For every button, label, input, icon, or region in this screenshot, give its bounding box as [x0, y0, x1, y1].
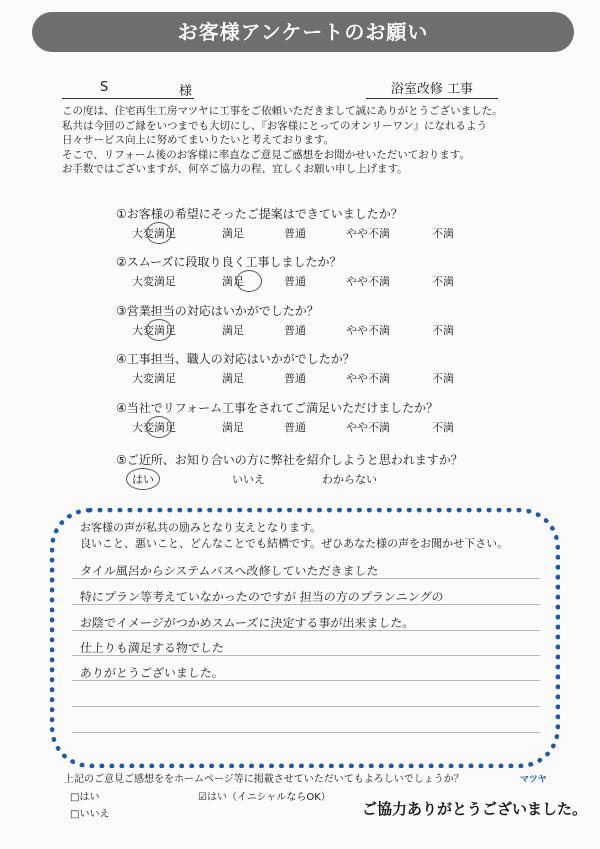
answer-option[interactable]: 大変満足: [132, 227, 176, 240]
comment-handwritten-line: お陰でイメージがつかめスムーズに決定する事が出来ました。: [79, 616, 415, 630]
answer-option[interactable]: 普通: [284, 421, 306, 434]
answer-option[interactable]: 不満: [432, 227, 454, 240]
answer-option[interactable]: やや不満: [346, 324, 390, 337]
intro-line: 私共は今回のご縁をいつまでも大切にし、『お客様にとってのオンリーワン』になれるよう: [62, 119, 488, 132]
question-text: ④工事担当、職人の対応はいかがでしたか？: [116, 352, 355, 366]
question-text: ④当社でリフォーム工事をされてご満足いただけましたか？: [116, 401, 439, 415]
selected-answer-circle: [146, 319, 172, 341]
question-text: ①お客様の希望にそったご提案はできていましたか？: [116, 207, 403, 221]
intro-line: この度は、住宅再生工房マツヤに工事をご依頼いただきまして誠にありがとうございました。: [62, 105, 503, 117]
answer-option[interactable]: 満足: [222, 372, 244, 385]
survey-title: お客様アンケートのお願い: [32, 12, 574, 52]
answer-option[interactable]: 満足: [222, 324, 244, 337]
question-2: [116, 253, 454, 289]
publish-question: 上記のご意見ご感想ををホームページ等に掲載させていただいてもよろしいでしょうか？: [64, 774, 464, 785]
answer-option[interactable]: 普通: [284, 227, 306, 240]
publish-yes-checkbox[interactable]: □はい: [70, 792, 100, 803]
selected-answer-circle: [146, 222, 172, 244]
answer-option[interactable]: 不満: [432, 324, 454, 337]
answer-option[interactable]: 大変満足: [132, 372, 176, 385]
answer-option[interactable]: やや不満: [346, 275, 390, 288]
answer-option[interactable]: わからない: [322, 473, 377, 486]
question-5: [116, 399, 454, 435]
question-1: [116, 205, 454, 241]
comment-handwritten-line: ありがとうございました。: [79, 666, 225, 680]
answer-option[interactable]: 普通: [284, 324, 306, 337]
answer-option[interactable]: 不満: [432, 421, 454, 434]
answer-options: [116, 419, 454, 435]
answer-option[interactable]: 満足: [222, 227, 244, 240]
question-3: [116, 302, 454, 338]
answer-option[interactable]: 普通: [284, 372, 306, 385]
answer-option[interactable]: いいえ: [232, 473, 265, 486]
intro-text: [62, 104, 552, 177]
intro-line: お手数ではございますが、何卒ご協力の程、宜しくお願い申し上げます。: [62, 163, 408, 175]
answer-option[interactable]: やや不満: [346, 421, 390, 434]
answer-options: [116, 225, 454, 241]
intro-line: そこで、リフォーム後のお客様に率直なご意見ご感想をお聞かせいただいております。: [62, 148, 470, 161]
company-logo: マツヤ: [520, 775, 547, 785]
publish-initial-checkbox[interactable]: ☑はい（イニシャルならOK）: [198, 792, 331, 803]
selected-answer-circle: [126, 468, 160, 490]
answer-option[interactable]: 満足: [222, 275, 244, 288]
intro-line: 日々サービス向上に努めてまいりたいと考えております。: [62, 134, 335, 146]
comment-handwritten-line: 仕上りも満足する物でした: [79, 641, 225, 655]
answer-option[interactable]: 普通: [284, 275, 306, 288]
answer-option[interactable]: 大変満足: [132, 324, 176, 337]
answer-options: [116, 471, 463, 487]
job-type: 浴室改修 工事: [366, 78, 498, 99]
answer-option[interactable]: 満足: [222, 421, 244, 434]
answer-option[interactable]: 大変満足: [132, 421, 176, 434]
customer-honorific: 様: [178, 84, 192, 99]
answer-options: [116, 370, 454, 386]
answer-option[interactable]: やや不満: [346, 227, 390, 240]
answer-option[interactable]: やや不満: [346, 372, 390, 385]
selected-answer-circle: [146, 416, 172, 438]
comment-handwritten-line: 特にプラン等考えていなかったのですが 担当の方のプランニングの: [79, 590, 445, 604]
question-text: ⑤ご近所、お知り合いの方に弊社を紹介しようと思われますか？: [116, 453, 463, 467]
customer-name-field: [62, 78, 194, 99]
comment-heading-2: 良いこと、悪いこと、どんなことでも結構です。ぜひあなた様の声をお聞かせ下さい。: [80, 537, 509, 550]
selected-answer-circle: [236, 270, 262, 292]
thanks-message: ご協力ありがとうございました。: [362, 800, 588, 818]
customer-name: S: [100, 80, 109, 95]
ruled-line: [72, 706, 540, 707]
question-4: [116, 350, 454, 386]
answer-options: [116, 273, 454, 289]
answer-option[interactable]: 大変満足: [132, 275, 176, 288]
comment-handwritten-line: タイル風呂からシステムバスへ改修していただきました: [79, 564, 380, 578]
comment-heading-1: お客様の声が私共の励みとなり支えとなります。: [80, 521, 322, 534]
answer-options: [116, 322, 454, 338]
answer-option[interactable]: 不満: [432, 372, 454, 385]
question-6: [116, 451, 463, 487]
question-text: ③営業担当の対応はいかがでしたか？: [116, 304, 319, 318]
question-text: ②スムーズに段取り良く工事しましたか？: [116, 255, 342, 269]
publish-no-checkbox[interactable]: □いいえ: [70, 809, 110, 820]
answer-option[interactable]: 不満: [432, 275, 454, 288]
comment-heading: [80, 520, 508, 552]
answer-option[interactable]: はい: [132, 473, 154, 486]
ruled-line: [72, 732, 540, 733]
